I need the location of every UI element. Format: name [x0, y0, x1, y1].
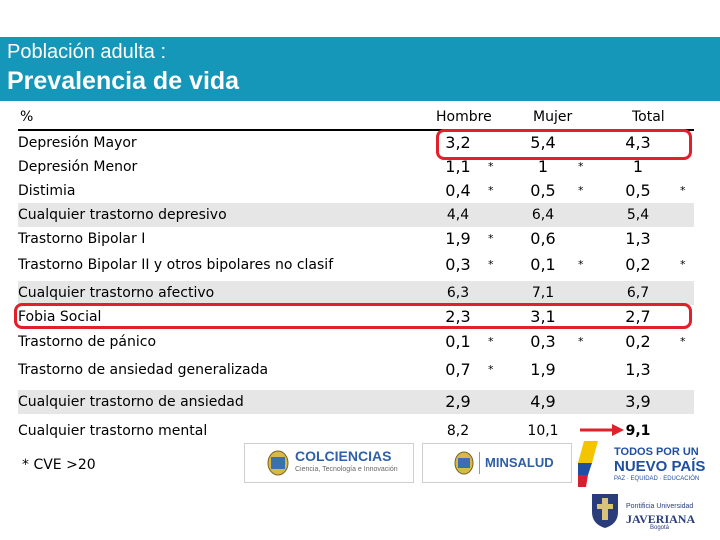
cell-h: 0,4 — [445, 181, 471, 200]
cell-h: 2,9 — [445, 392, 471, 411]
cve-marker: * — [680, 184, 686, 197]
footnote: * CVE >20 — [22, 457, 96, 473]
cell-t: 0,2 — [625, 332, 651, 351]
title-banner — [0, 37, 720, 101]
cell-t: 1 — [632, 157, 644, 176]
cell-h: 1,9 — [445, 229, 471, 248]
cve-marker: * — [488, 160, 494, 173]
cve-marker: * — [488, 184, 494, 197]
cell-m: 5,4 — [530, 133, 556, 152]
cell-m: 0,5 — [530, 181, 556, 200]
header-hombre: Hombre — [436, 109, 492, 125]
cell-m: 1,9 — [530, 360, 556, 379]
table-row — [18, 330, 694, 354]
table-row — [18, 227, 694, 251]
table-row — [18, 203, 694, 227]
cell-m: 10,1 — [527, 423, 559, 439]
javeriana-line3: Bogotá — [650, 525, 670, 531]
cve-marker: * — [578, 160, 584, 173]
todos-line2: NUEVO PAÍS — [614, 458, 706, 475]
cell-t: 0,2 — [625, 255, 651, 274]
todos-line1: TODOS POR UN — [614, 446, 699, 458]
cell-h: 0,1 — [445, 332, 471, 351]
cell-m: 3,1 — [530, 307, 556, 326]
header-percent: % — [20, 109, 34, 125]
cell-t: 1,3 — [625, 360, 651, 379]
row-label: Trastorno Bipolar I — [18, 231, 146, 247]
javeriana-line1: Pontificia Universidad — [626, 503, 694, 510]
table-row — [18, 281, 694, 305]
row-label: Cualquier trastorno mental — [18, 423, 208, 439]
table-header — [18, 107, 694, 131]
javeriana-crest-icon — [588, 490, 622, 530]
cell-t: 2,7 — [625, 307, 651, 326]
minsalud-logo — [422, 443, 572, 483]
cve-marker: * — [680, 335, 686, 348]
cell-t: 5,4 — [626, 207, 650, 223]
table-row — [18, 179, 694, 203]
colciencias-name: COLCIENCIAS — [295, 448, 392, 464]
slide-title: Prevalencia de vida — [7, 67, 240, 95]
row-label: Fobia Social — [18, 309, 102, 325]
header-total: Total — [632, 109, 665, 125]
row-label: Trastorno de pánico — [18, 334, 157, 350]
cell-t: 4,3 — [625, 133, 651, 152]
colciencias-logo — [244, 443, 414, 483]
row-label: Distimia — [18, 183, 76, 199]
cell-m: 0,6 — [530, 229, 556, 248]
row-label: Cualquier trastorno afectivo — [18, 285, 215, 301]
highlight-box-depresion — [436, 129, 692, 160]
cve-marker: * — [680, 258, 686, 271]
cell-t: 1,3 — [625, 229, 651, 248]
cell-h: 1,1 — [445, 157, 471, 176]
todos-line3: PAZ · EQUIDAD · EDUCACIÓN — [614, 476, 700, 482]
cve-marker: * — [488, 363, 494, 376]
header-mujer: Mujer — [533, 109, 573, 125]
cell-m: 1 — [537, 157, 549, 176]
row-label: Cualquier trastorno depresivo — [18, 207, 227, 223]
cell-m: 0,1 — [530, 255, 556, 274]
cve-marker: * — [578, 258, 584, 271]
slide-subtitle: Población adulta : — [7, 41, 167, 63]
row-label: Depresión Mayor — [18, 135, 137, 151]
cve-marker: * — [578, 335, 584, 348]
highlight-box-fobia — [14, 303, 692, 329]
colombia-shield-icon — [265, 449, 291, 477]
cell-m: 6,4 — [531, 207, 555, 223]
cve-marker: * — [488, 335, 494, 348]
table-row — [18, 358, 694, 382]
cve-marker: * — [488, 258, 494, 271]
colombia-shield-icon — [453, 451, 475, 475]
cell-t: 0,5 — [625, 181, 651, 200]
red-arrow-icon — [578, 422, 628, 440]
row-label: Trastorno Bipolar II y otros bipolares no clasif — [18, 257, 334, 273]
table-row — [18, 390, 694, 414]
cell-t: 9,1 — [625, 423, 651, 439]
cell-h: 3,2 — [445, 133, 471, 152]
cve-marker: * — [488, 232, 494, 245]
cell-m: 4,9 — [530, 392, 556, 411]
cell-h: 4,4 — [446, 207, 470, 223]
cell-h: 2,3 — [445, 307, 471, 326]
cell-t: 6,7 — [626, 285, 650, 301]
cell-h: 6,3 — [446, 285, 470, 301]
javeriana-line2: JAVERIANA — [626, 512, 696, 526]
cell-h: 0,3 — [445, 255, 471, 274]
colombia-flag-icon — [578, 441, 612, 487]
row-label: Trastorno de ansiedad generalizada — [18, 362, 269, 378]
cell-h: 0,7 — [445, 360, 471, 379]
colciencias-tagline: Ciencia, Tecnología e Innovación — [295, 466, 398, 473]
cell-t: 3,9 — [625, 392, 651, 411]
row-label: Cualquier trastorno de ansiedad — [18, 394, 244, 410]
table-row — [18, 253, 694, 277]
cell-m: 7,1 — [531, 285, 555, 301]
minsalud-name: MINSALUD — [485, 455, 554, 470]
cell-m: 0,3 — [530, 332, 556, 351]
cell-h: 8,2 — [446, 423, 470, 439]
row-label: Depresión Menor — [18, 159, 138, 175]
cve-marker: * — [578, 184, 584, 197]
